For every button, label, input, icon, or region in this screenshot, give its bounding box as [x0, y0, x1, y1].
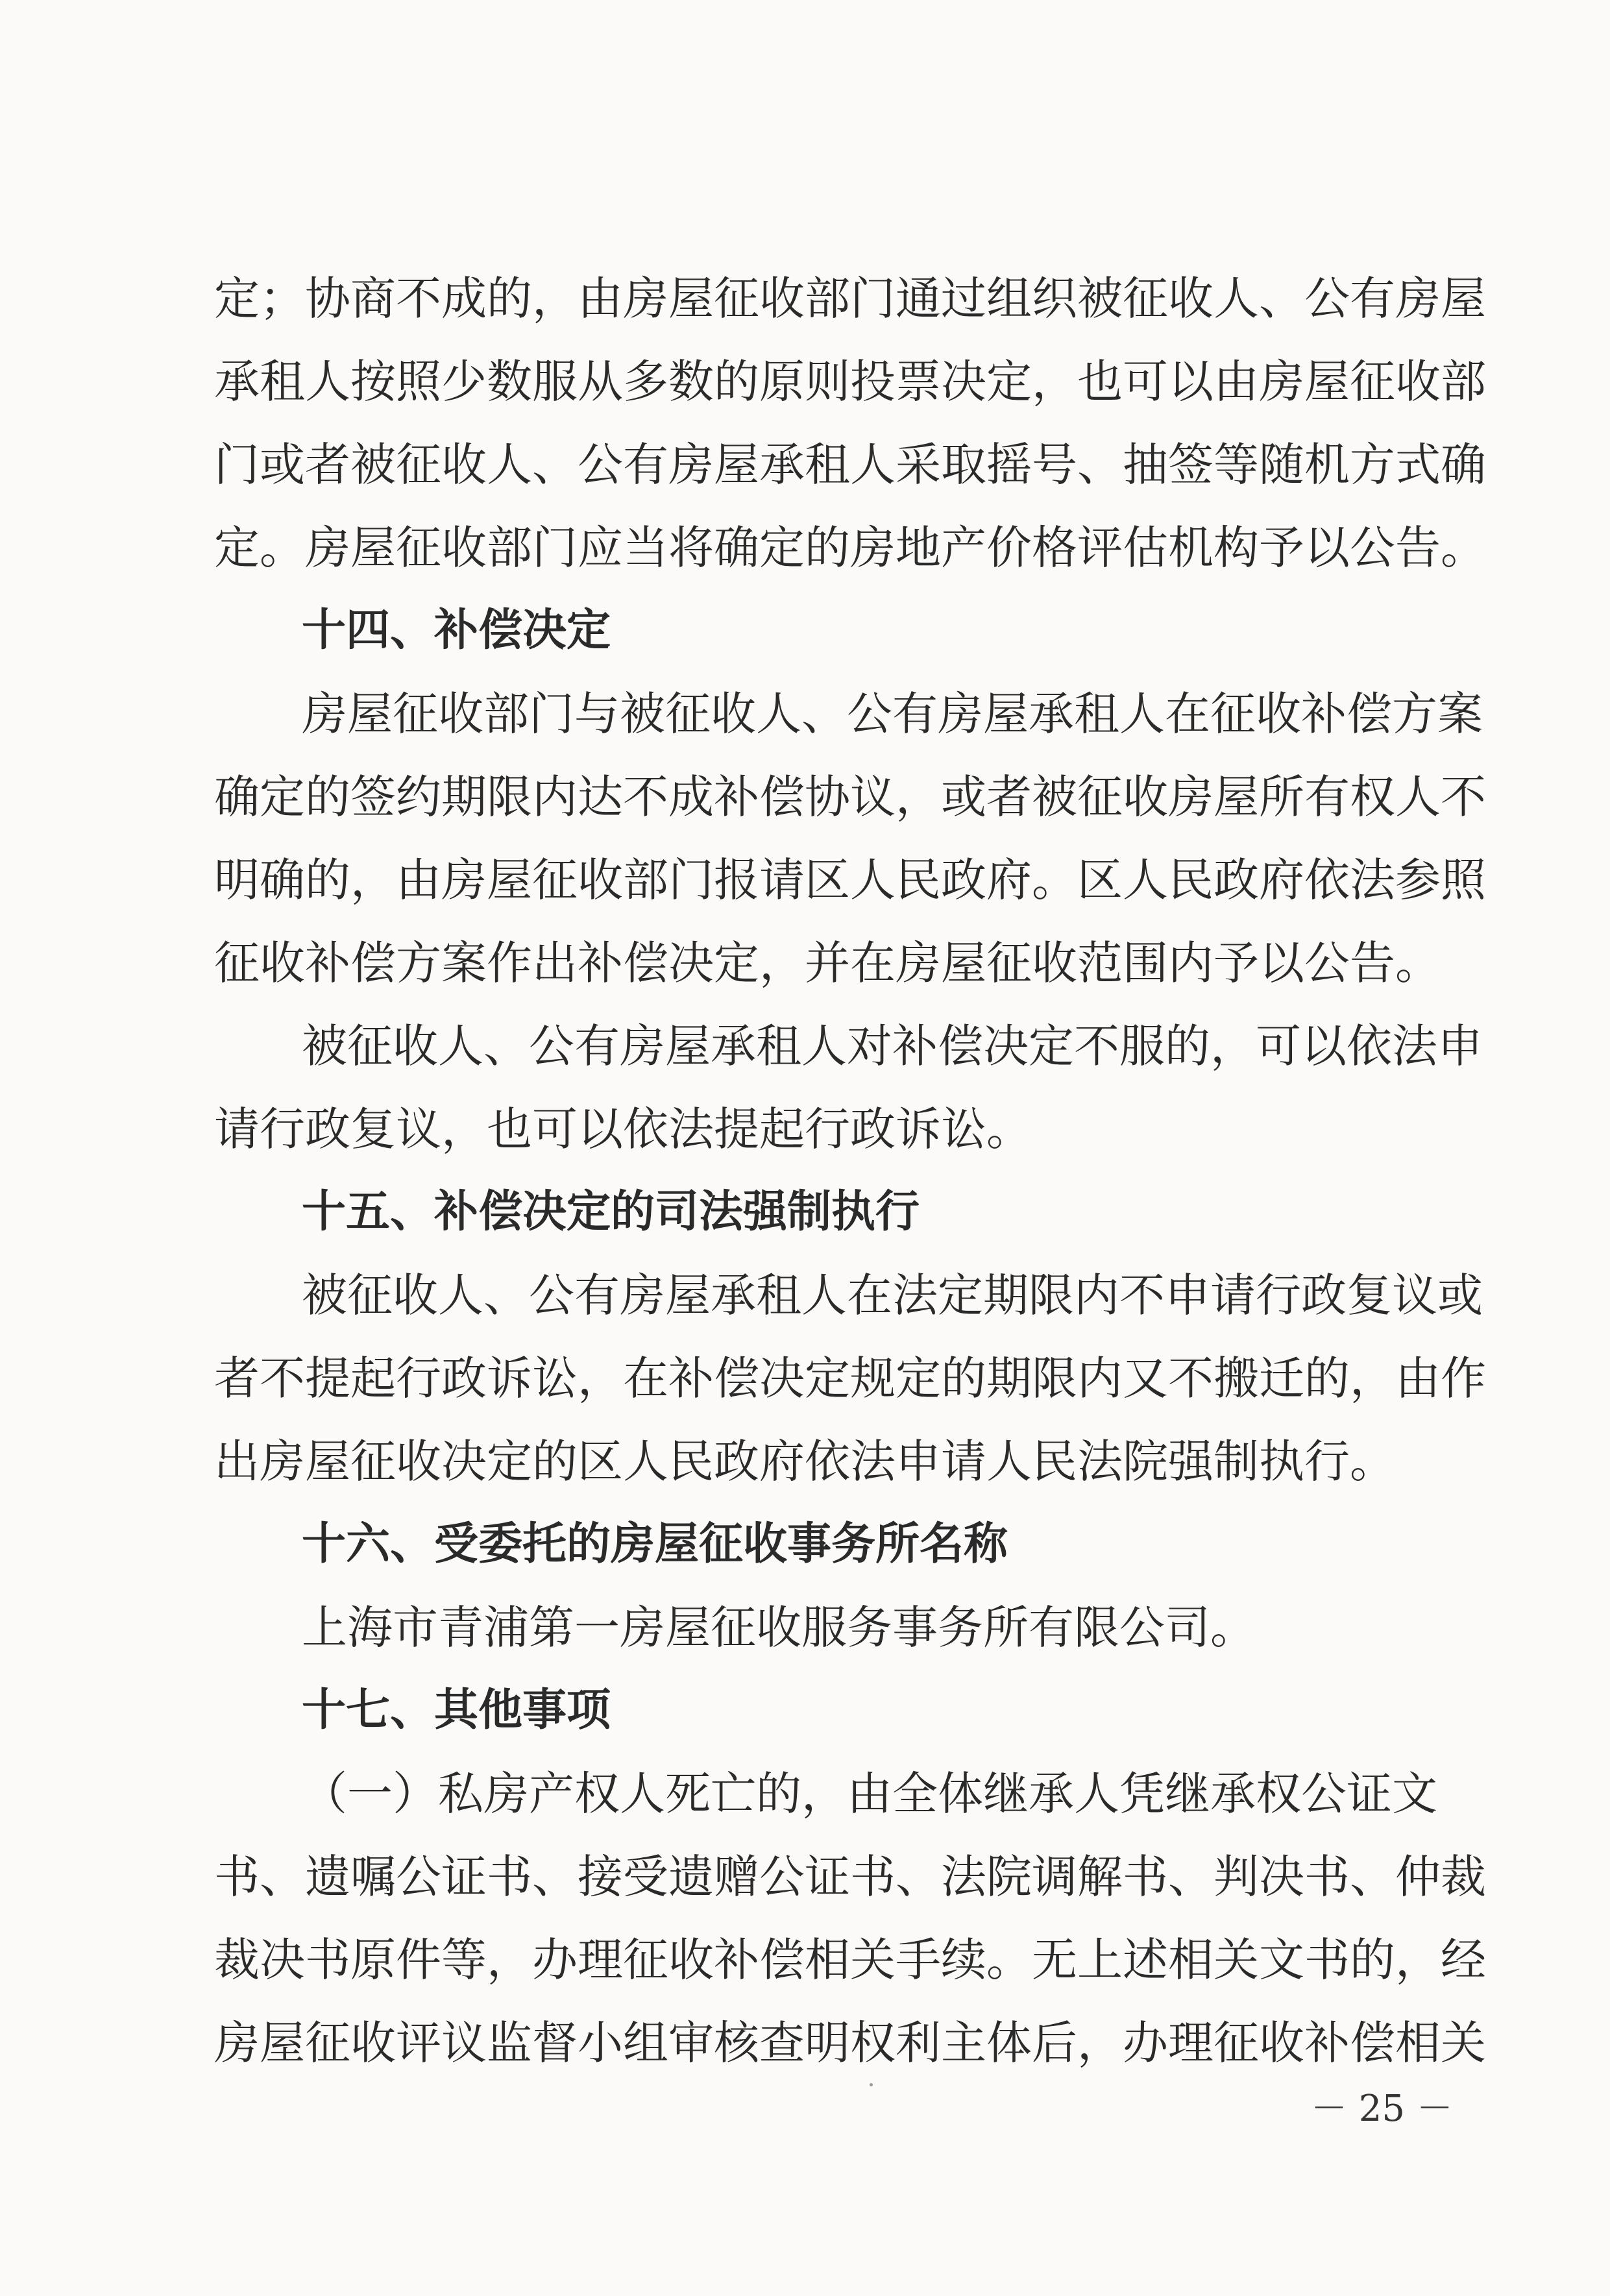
paragraph-line: 征收补偿方案作出补偿决定，并在房屋征收范围内予以公告。	[214, 936, 1441, 990]
section-heading: 十七、其他事项	[302, 1685, 611, 1736]
paragraph-line: 定；协商不成的，由房屋征收部门通过组织被征收人、公有房屋	[214, 272, 1486, 325]
paragraph-line: 书、遗嘱公证书、接受遗赠公证书、法院调解书、判决书、仲裁	[214, 1850, 1486, 1903]
paragraph-line: 被征收人、公有房屋承租人在法定期限内不申请行政复议或	[302, 1269, 1483, 1322]
section-heading: 十四、补偿决定	[302, 605, 611, 656]
paragraph-line: 上海市青浦第一房屋征收服务事务所有限公司。	[302, 1601, 1256, 1654]
paragraph-line: 房屋征收评议监督小组审核查明权利主体后，办理征收补偿相关	[214, 2016, 1486, 2070]
paragraph-line: 门或者被征收人、公有房屋承租人采取摇号、抽签等随机方式确	[214, 438, 1486, 491]
paragraph-line: 承租人按照少数服从多数的原则投票决定，也可以由房屋征收部	[214, 355, 1486, 408]
paragraph-line: 者不提起行政诉讼，在补偿决定规定的期限内又不搬迁的，由作	[214, 1352, 1486, 1405]
paragraph-line: 裁决书原件等，办理征收补偿相关手续。无上述相关文书的，经	[214, 1933, 1486, 1986]
page-number: － 25 －	[1311, 2088, 1453, 2130]
paragraph-line: 请行政复议，也可以依法提起行政诉讼。	[214, 1103, 1032, 1156]
paragraph-line: 房屋征收部门与被征收人、公有房屋承租人在征收补偿方案	[302, 687, 1483, 740]
section-heading: 十六、受委托的房屋征收事务所名称	[302, 1519, 1008, 1570]
paragraph-line: （一）私房产权人死亡的，由全体继承人凭继承权公证文	[302, 1767, 1437, 1820]
paragraph-line: 确定的签约期限内达不成补偿协议，或者被征收房屋所有权人不	[214, 770, 1486, 824]
paragraph-line: 定。房屋征收部门应当将确定的房地产价格评估机构予以公告。	[214, 521, 1486, 574]
section-heading: 十五、补偿决定的司法强制执行	[302, 1186, 920, 1238]
paragraph-line: 出房屋征收决定的区人民政府依法申请人民法院强制执行。	[214, 1435, 1395, 1488]
paragraph-line: 被征收人、公有房屋承租人对补偿决定不服的，可以依法申	[302, 1020, 1483, 1073]
scan-speck	[870, 2083, 873, 2086]
paragraph-line: 明确的，由房屋征收部门报请区人民政府。区人民政府依法参照	[214, 853, 1486, 907]
